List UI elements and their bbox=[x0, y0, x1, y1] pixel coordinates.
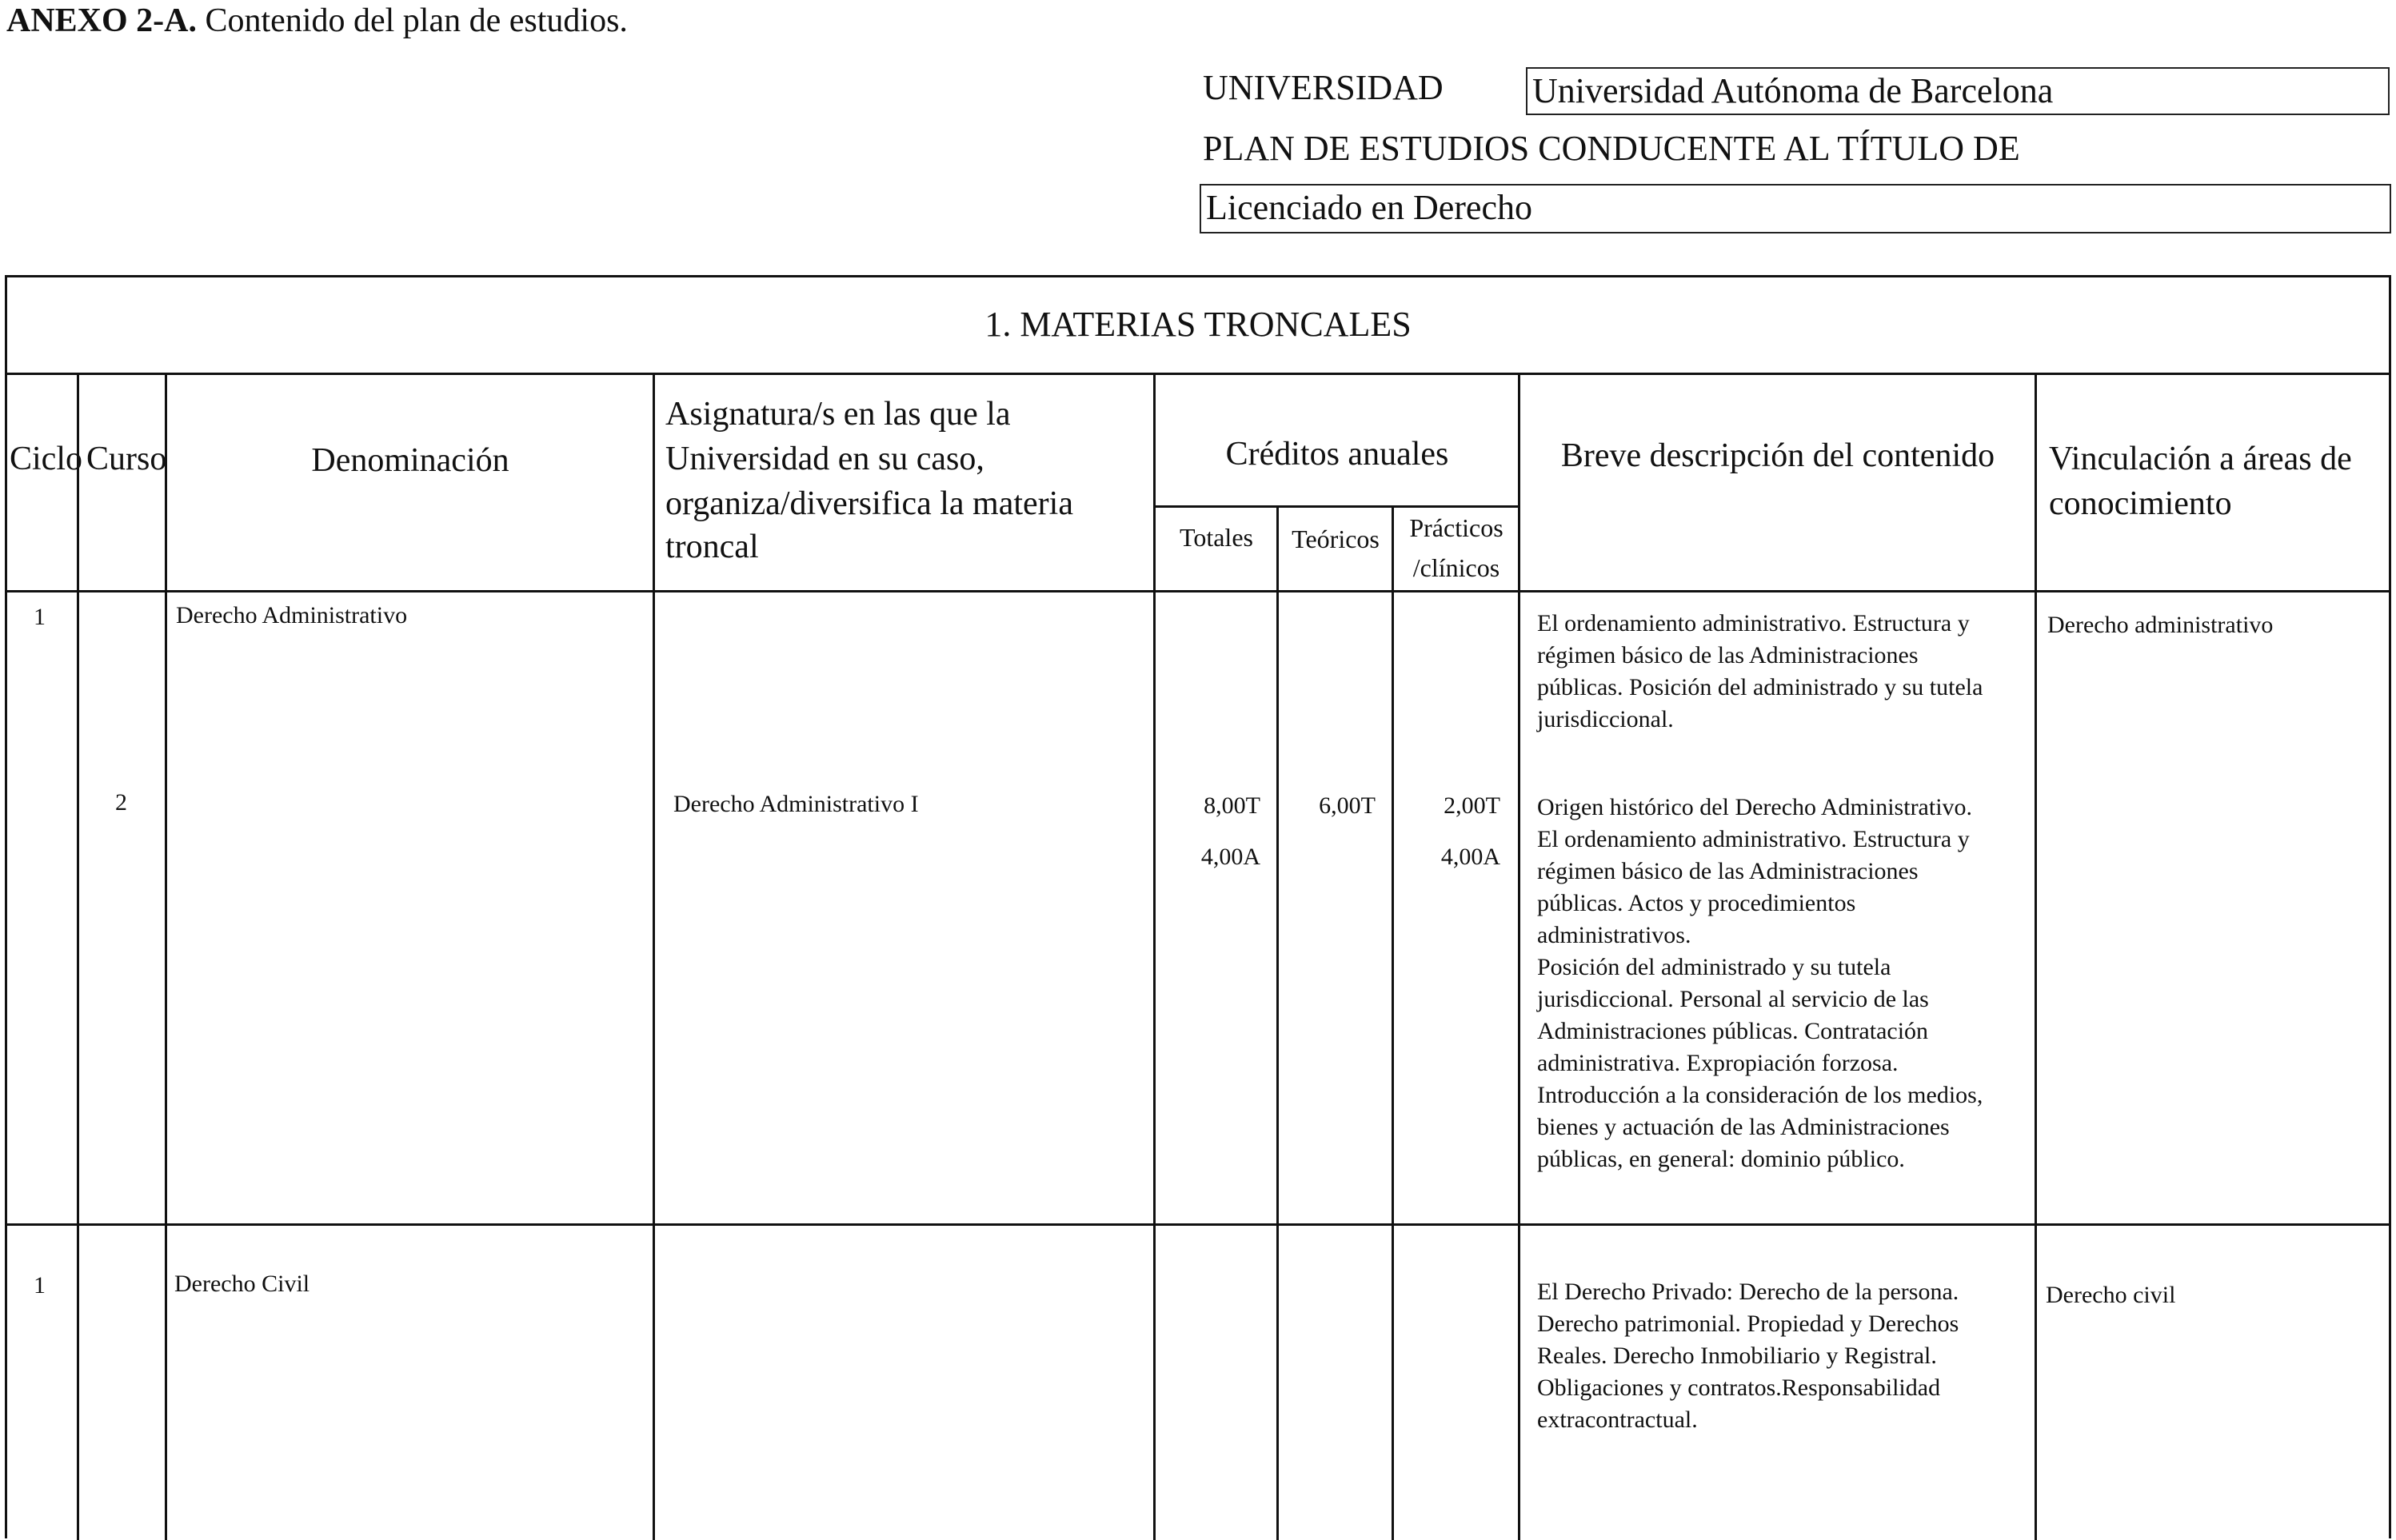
descripcion-line: Obligaciones y contratos.Responsabilidad bbox=[1537, 1374, 1941, 1401]
row-practicos-a: 4,00A bbox=[1440, 844, 1500, 870]
anexo-label: ANEXO 2-A. bbox=[6, 2, 197, 39]
descripcion-line: régimen básico de las Administraciones bbox=[1537, 858, 1919, 884]
descripcion-line: extracontractual. bbox=[1537, 1406, 1698, 1433]
descripcion-line: El ordenamiento administrativo. Estructura y bbox=[1537, 610, 1970, 636]
row-practicos-t: 2,00T bbox=[1444, 792, 1500, 819]
descripcion-line: El ordenamiento administrativo. Estructura y bbox=[1537, 826, 1970, 852]
descripcion-line: bienes y actuación de las Administraciones bbox=[1537, 1114, 1950, 1140]
descripcion-line: públicas, en general: dominio público. bbox=[1537, 1146, 1905, 1172]
col-divider-creditos bbox=[1518, 373, 1520, 1540]
row-ciclo: 1 bbox=[34, 1272, 46, 1299]
descripcion-line: administrativa. Expropiación forzosa. bbox=[1537, 1050, 1899, 1076]
col-divider-asignatura bbox=[1153, 373, 1156, 1540]
header-teoricos: Teóricos bbox=[1292, 525, 1380, 553]
row-teoricos: 6,00T bbox=[1319, 792, 1376, 819]
header-asignatura-line-3: organiza/diversifica la materia bbox=[665, 485, 1073, 522]
row-divider bbox=[5, 1223, 2391, 1226]
row-totales-t: 8,00T bbox=[1204, 792, 1260, 819]
descripcion-line: Administraciones públicas. Contratación bbox=[1537, 1018, 1929, 1044]
plan-estudios-label: PLAN DE ESTUDIOS CONDUCENTE AL TÍTULO DE bbox=[1203, 129, 2020, 168]
header-creditos: Créditos anuales bbox=[1225, 436, 1449, 473]
header-denominacion: Denominación bbox=[311, 442, 509, 479]
title-divider bbox=[5, 373, 2391, 375]
row-descripcion bbox=[1537, 608, 2033, 736]
descripcion-line: administrativos. bbox=[1537, 922, 1691, 948]
header-divider bbox=[5, 590, 2391, 592]
section-title: 1. MATERIAS TRONCALES bbox=[984, 305, 1412, 344]
descripcion-line: públicas. Posición del administrado y su tutela bbox=[1537, 674, 1983, 700]
header-curso: Curso bbox=[86, 441, 167, 477]
col-divider-denominacion bbox=[653, 373, 655, 1540]
row-descripcion bbox=[1537, 792, 2033, 1175]
header-vinculacion-line-1: Vinculación a áreas de bbox=[2049, 441, 2352, 477]
header-descripcion: Breve descripción del contenido bbox=[1560, 437, 1995, 474]
descripcion-line: Posición del administrado y su tutela bbox=[1537, 954, 1891, 980]
anexo-text: Contenido del plan de estudios. bbox=[197, 2, 628, 39]
header-vinculacion-line-2: conocimiento bbox=[2049, 485, 2232, 522]
row-asignatura: Derecho Administrativo I bbox=[673, 791, 919, 817]
row-totales-a: 4,00A bbox=[1200, 844, 1260, 870]
row-vinculacion: Derecho civil bbox=[2046, 1282, 2176, 1308]
header-practicos-line-2: /clínicos bbox=[1412, 553, 1500, 582]
col-divider-curso bbox=[165, 373, 167, 1540]
descripcion-line: Introducción a la consideración de los medios, bbox=[1537, 1082, 1983, 1108]
row-denominacion: Derecho Civil bbox=[174, 1271, 310, 1297]
header-asignatura-line-4: troncal bbox=[665, 529, 759, 565]
header-totales: Totales bbox=[1180, 523, 1253, 552]
header-practicos-line-1: Prácticos bbox=[1409, 513, 1503, 542]
col-divider-totales bbox=[1276, 505, 1279, 1540]
col-divider-teoricos bbox=[1392, 505, 1394, 1540]
row-descripcion bbox=[1537, 1276, 2033, 1436]
descripcion-line: régimen básico de las Administraciones bbox=[1537, 642, 1919, 668]
universidad-label: UNIVERSIDAD bbox=[1203, 68, 1444, 107]
descripcion-line: jurisdiccional. bbox=[1537, 706, 1674, 732]
row-vinculacion: Derecho administrativo bbox=[2047, 612, 2274, 638]
col-divider-ciclo bbox=[77, 373, 79, 1540]
row-denominacion: Derecho Administrativo bbox=[176, 602, 408, 628]
document-heading bbox=[6, 2, 628, 40]
descripcion-line: públicas. Actos y procedimientos bbox=[1537, 890, 1856, 916]
descripcion-line: Derecho patrimonial. Propiedad y Derechos bbox=[1537, 1311, 1959, 1337]
header-ciclo: Ciclo bbox=[10, 441, 82, 477]
universidad-field: Universidad Autónoma de Barcelona bbox=[1526, 67, 2390, 115]
header-asignatura-line-1: Asignatura/s en las que la bbox=[665, 396, 1011, 433]
titulo-field: Licenciado en Derecho bbox=[1200, 184, 2391, 233]
creditos-subheader-divider bbox=[1153, 505, 1519, 508]
descripcion-line: Origen histórico del Derecho Administrativo. bbox=[1537, 794, 1973, 820]
header-asignatura-line-2: Universidad en su caso, bbox=[665, 441, 984, 477]
row-curso: 2 bbox=[115, 789, 127, 816]
descripcion-line: jurisdiccional. Personal al servicio de las bbox=[1537, 986, 1929, 1012]
col-divider-descripcion bbox=[2035, 373, 2037, 1540]
descripcion-line: El Derecho Privado: Derecho de la persona. bbox=[1537, 1279, 1959, 1305]
row-ciclo: 1 bbox=[34, 604, 46, 630]
descripcion-line: Reales. Derecho Inmobiliario y Registral. bbox=[1537, 1343, 1937, 1369]
